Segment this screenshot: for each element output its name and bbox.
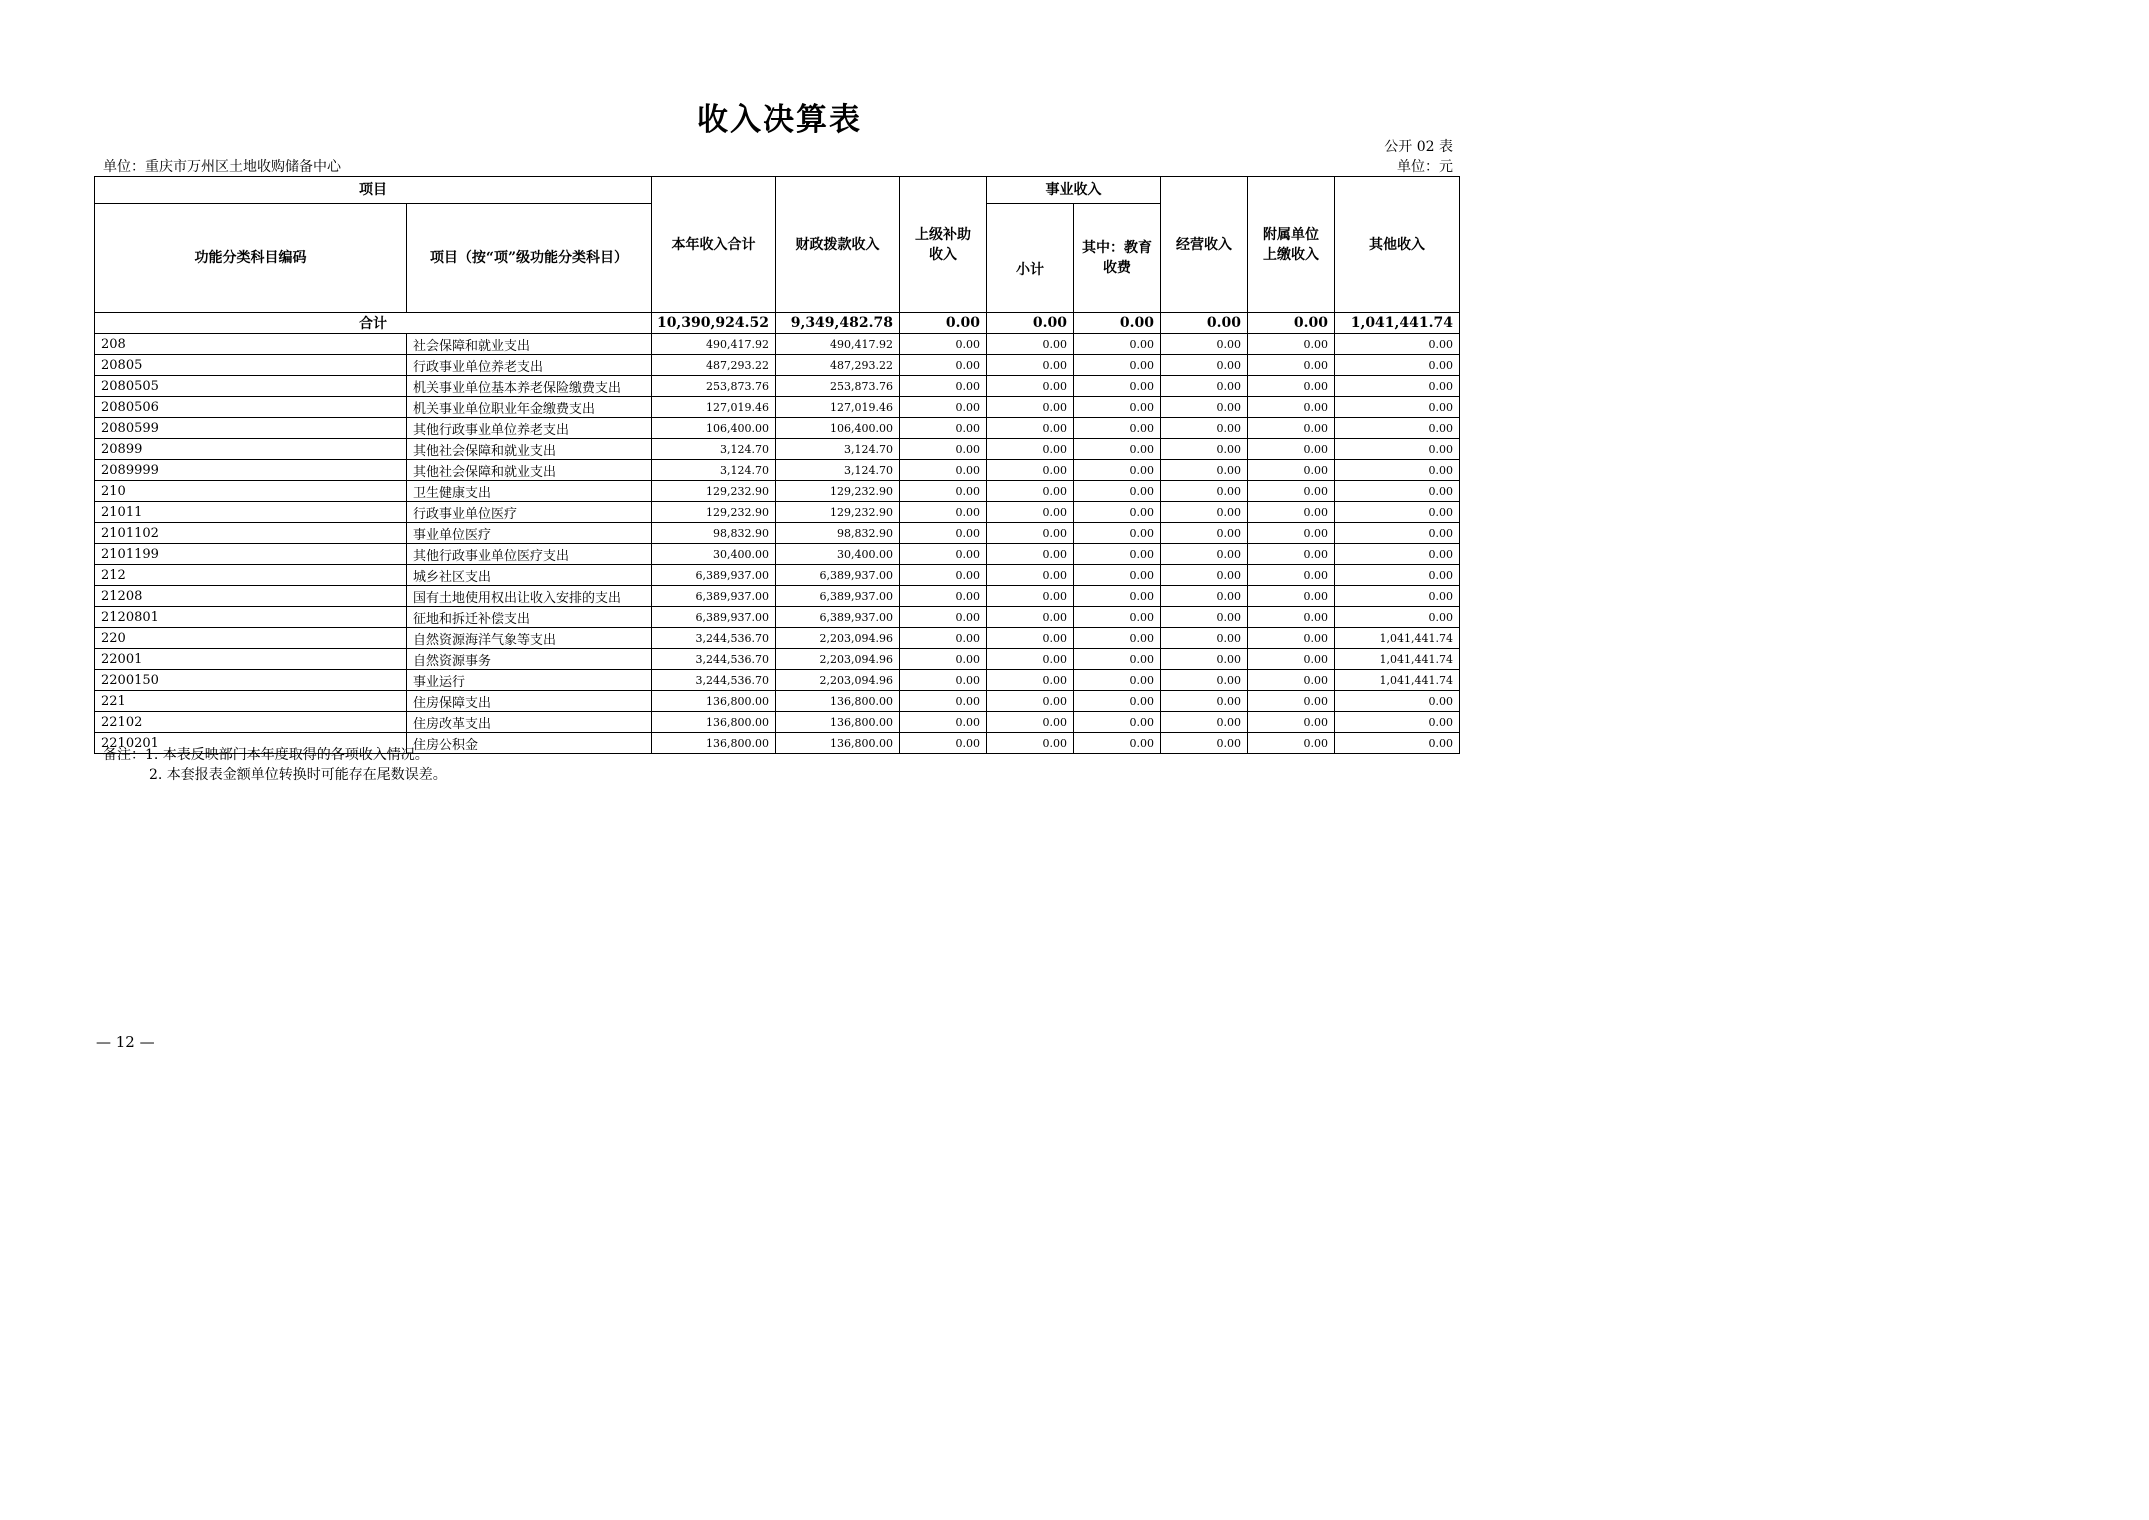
footnotes	[103, 745, 447, 785]
amount-cell: 0.00	[1248, 481, 1335, 502]
table-row	[95, 418, 1460, 439]
amount-cell: 0.00	[900, 481, 987, 502]
table-row	[95, 691, 1460, 712]
amount-cell: 0.00	[1074, 376, 1161, 397]
reporting-unit: 单位：重庆市万州区土地收购储备中心	[103, 159, 341, 175]
function-code-cell: 2080505	[95, 376, 407, 397]
header-business-income: 事业收入	[987, 177, 1161, 204]
amount-cell: 0.00	[1074, 355, 1161, 376]
amount-cell: 0.00	[900, 607, 987, 628]
amount-cell: 0.00	[900, 523, 987, 544]
amount-cell: 0.00	[1248, 376, 1335, 397]
item-name-cell: 社会保障和就业支出	[407, 334, 652, 355]
amount-cell: 490,417.92	[652, 334, 776, 355]
amount-cell: 98,832.90	[776, 523, 900, 544]
amount-cell: 0.00	[1248, 565, 1335, 586]
amount-cell: 0.00	[987, 586, 1074, 607]
table-row	[95, 649, 1460, 670]
amount-cell: 136,800.00	[776, 712, 900, 733]
item-name-cell: 其他行政事业单位养老支出	[407, 418, 652, 439]
function-code-cell: 221	[95, 691, 407, 712]
function-code-cell: 208	[95, 334, 407, 355]
amount-cell: 6,389,937.00	[652, 586, 776, 607]
amount-cell: 0.00	[900, 334, 987, 355]
amount-cell: 0.00	[1161, 334, 1248, 355]
amount-cell: 0.00	[1161, 607, 1248, 628]
amount-cell: 0.00	[1161, 628, 1248, 649]
income-final-accounts-table	[94, 176, 1460, 754]
amount-cell: 0.00	[987, 376, 1074, 397]
amount-cell: 0.00	[1074, 607, 1161, 628]
amount-cell: 253,873.76	[652, 376, 776, 397]
item-name-cell: 城乡社区支出	[407, 565, 652, 586]
amount-cell: 136,800.00	[652, 712, 776, 733]
amount-cell: 2,203,094.96	[776, 628, 900, 649]
item-name-cell: 其他行政事业单位医疗支出	[407, 544, 652, 565]
amount-cell: 0.00	[987, 355, 1074, 376]
header-fiscal-appropriation: 财政拨款收入	[776, 177, 900, 313]
amount-cell: 0.00	[1074, 502, 1161, 523]
table-row	[95, 460, 1460, 481]
amount-cell: 0.00	[1335, 586, 1460, 607]
amount-cell: 127,019.46	[776, 397, 900, 418]
amount-cell: 0.00	[1074, 670, 1161, 691]
amount-cell: 0.00	[1074, 397, 1161, 418]
amount-cell: 129,232.90	[776, 502, 900, 523]
table-row	[95, 523, 1460, 544]
function-code-cell: 22001	[95, 649, 407, 670]
amount-cell: 0.00	[1161, 586, 1248, 607]
table-row	[95, 607, 1460, 628]
function-code-cell: 2101199	[95, 544, 407, 565]
amount-cell: 0.00	[1248, 418, 1335, 439]
amount-cell: 0.00	[1161, 502, 1248, 523]
amount-cell: 0.00	[1074, 628, 1161, 649]
amount-cell: 136,800.00	[652, 733, 776, 754]
amount-cell: 136,800.00	[652, 691, 776, 712]
amount-cell: 0.00	[1161, 523, 1248, 544]
amount-cell: 0.00	[1161, 649, 1248, 670]
total-value: 0.00	[900, 313, 987, 334]
total-value: 0.00	[1248, 313, 1335, 334]
amount-cell: 0.00	[1074, 733, 1161, 754]
total-value: 9,349,482.78	[776, 313, 900, 334]
amount-cell: 0.00	[1248, 607, 1335, 628]
currency-unit: 单位：元	[1397, 159, 1453, 175]
amount-cell: 0.00	[987, 691, 1074, 712]
amount-cell: 0.00	[1335, 502, 1460, 523]
amount-cell: 0.00	[987, 439, 1074, 460]
header-function-code: 功能分类科目编码	[95, 204, 407, 313]
amount-cell: 0.00	[1248, 544, 1335, 565]
table-row	[95, 397, 1460, 418]
table-row	[95, 355, 1460, 376]
amount-cell: 0.00	[1161, 355, 1248, 376]
page-number: — 12 —	[96, 1033, 155, 1051]
function-code-cell: 220	[95, 628, 407, 649]
amount-cell: 0.00	[1248, 439, 1335, 460]
item-name-cell: 征地和拆迁补偿支出	[407, 607, 652, 628]
amount-cell: 0.00	[1335, 418, 1460, 439]
amount-cell: 2,203,094.96	[776, 670, 900, 691]
item-name-cell: 自然资源事务	[407, 649, 652, 670]
amount-cell: 6,389,937.00	[652, 607, 776, 628]
amount-cell: 0.00	[1335, 355, 1460, 376]
amount-cell: 1,041,441.74	[1335, 628, 1460, 649]
amount-cell: 0.00	[1161, 418, 1248, 439]
amount-cell: 0.00	[987, 397, 1074, 418]
amount-cell: 3,124.70	[776, 439, 900, 460]
amount-cell: 0.00	[900, 397, 987, 418]
amount-cell: 6,389,937.00	[776, 565, 900, 586]
amount-cell: 0.00	[1248, 355, 1335, 376]
amount-cell: 0.00	[987, 628, 1074, 649]
amount-cell: 0.00	[1074, 586, 1161, 607]
amount-cell: 0.00	[900, 376, 987, 397]
table-number: 公开 02 表	[1384, 139, 1453, 155]
amount-cell: 0.00	[1074, 481, 1161, 502]
function-code-cell: 21208	[95, 586, 407, 607]
table-row	[95, 628, 1460, 649]
amount-cell: 1,041,441.74	[1335, 649, 1460, 670]
item-name-cell: 事业单位医疗	[407, 523, 652, 544]
amount-cell: 0.00	[987, 565, 1074, 586]
total-value: 0.00	[1161, 313, 1248, 334]
header-other-income: 其他收入	[1335, 177, 1460, 313]
amount-cell: 0.00	[900, 439, 987, 460]
amount-cell: 487,293.22	[776, 355, 900, 376]
amount-cell: 0.00	[900, 670, 987, 691]
amount-cell: 136,800.00	[776, 733, 900, 754]
amount-cell: 0.00	[900, 460, 987, 481]
amount-cell: 0.00	[1074, 418, 1161, 439]
amount-cell: 0.00	[1335, 334, 1460, 355]
amount-cell: 0.00	[1161, 460, 1248, 481]
item-name-cell: 行政事业单位医疗	[407, 502, 652, 523]
amount-cell: 3,244,536.70	[652, 649, 776, 670]
item-name-cell: 机关事业单位基本养老保险缴费支出	[407, 376, 652, 397]
header-total-income: 本年收入合计	[652, 177, 776, 313]
amount-cell: 0.00	[1335, 376, 1460, 397]
amount-cell: 6,389,937.00	[776, 607, 900, 628]
header-superior-subsidy: 上级补助 收入	[900, 177, 987, 313]
amount-cell: 0.00	[987, 460, 1074, 481]
amount-cell: 0.00	[900, 544, 987, 565]
amount-cell: 0.00	[987, 544, 1074, 565]
amount-cell: 0.00	[1248, 502, 1335, 523]
function-code-cell: 2120801	[95, 607, 407, 628]
item-name-cell: 机关事业单位职业年金缴费支出	[407, 397, 652, 418]
amount-cell: 3,244,536.70	[652, 670, 776, 691]
table-row	[95, 376, 1460, 397]
amount-cell: 0.00	[1248, 691, 1335, 712]
amount-cell: 0.00	[1248, 712, 1335, 733]
amount-cell: 0.00	[1335, 607, 1460, 628]
page-title: 收入决算表	[697, 102, 862, 138]
amount-cell: 136,800.00	[776, 691, 900, 712]
table-row	[95, 544, 1460, 565]
item-name-cell: 卫生健康支出	[407, 481, 652, 502]
function-code-cell: 2089999	[95, 460, 407, 481]
amount-cell: 0.00	[1335, 712, 1460, 733]
amount-cell: 0.00	[1335, 523, 1460, 544]
amount-cell: 30,400.00	[652, 544, 776, 565]
function-code-cell: 2210201	[95, 733, 407, 754]
amount-cell: 129,232.90	[776, 481, 900, 502]
amount-cell: 0.00	[900, 418, 987, 439]
amount-cell: 106,400.00	[776, 418, 900, 439]
amount-cell: 490,417.92	[776, 334, 900, 355]
table-row	[95, 439, 1460, 460]
function-code-cell: 210	[95, 481, 407, 502]
function-code-cell: 20805	[95, 355, 407, 376]
amount-cell: 0.00	[1161, 397, 1248, 418]
amount-cell: 3,244,536.70	[652, 628, 776, 649]
item-name-cell: 国有土地使用权出让收入安排的支出	[407, 586, 652, 607]
table-row	[95, 502, 1460, 523]
amount-cell: 0.00	[1248, 670, 1335, 691]
item-name-cell: 事业运行	[407, 670, 652, 691]
amount-cell: 0.00	[1161, 565, 1248, 586]
amount-cell: 106,400.00	[652, 418, 776, 439]
amount-cell: 3,124.70	[652, 439, 776, 460]
amount-cell: 0.00	[1074, 649, 1161, 670]
amount-cell: 0.00	[1248, 586, 1335, 607]
amount-cell: 3,124.70	[652, 460, 776, 481]
amount-cell: 0.00	[1161, 670, 1248, 691]
header-subtotal: 小计	[987, 204, 1074, 313]
item-name-cell: 自然资源海洋气象等支出	[407, 628, 652, 649]
item-name-cell: 其他社会保障和就业支出	[407, 439, 652, 460]
amount-cell: 0.00	[987, 649, 1074, 670]
amount-cell: 0.00	[1335, 397, 1460, 418]
amount-cell: 0.00	[900, 712, 987, 733]
function-code-cell: 2101102	[95, 523, 407, 544]
amount-cell: 487,293.22	[652, 355, 776, 376]
total-row	[95, 313, 1460, 334]
amount-cell: 0.00	[987, 733, 1074, 754]
amount-cell: 0.00	[987, 502, 1074, 523]
amount-cell: 0.00	[900, 586, 987, 607]
amount-cell: 0.00	[900, 565, 987, 586]
amount-cell: 0.00	[900, 628, 987, 649]
item-name-cell: 行政事业单位养老支出	[407, 355, 652, 376]
amount-cell: 0.00	[1248, 628, 1335, 649]
amount-cell: 0.00	[1074, 565, 1161, 586]
amount-cell: 0.00	[1074, 691, 1161, 712]
function-code-cell: 20899	[95, 439, 407, 460]
amount-cell: 0.00	[900, 691, 987, 712]
amount-cell: 30,400.00	[776, 544, 900, 565]
amount-cell: 129,232.90	[652, 502, 776, 523]
amount-cell: 0.00	[1161, 439, 1248, 460]
amount-cell: 0.00	[987, 334, 1074, 355]
amount-cell: 0.00	[900, 649, 987, 670]
amount-cell: 0.00	[1161, 481, 1248, 502]
amount-cell: 0.00	[987, 481, 1074, 502]
amount-cell: 6,389,937.00	[652, 565, 776, 586]
amount-cell: 0.00	[1248, 649, 1335, 670]
amount-cell: 1,041,441.74	[1335, 670, 1460, 691]
item-name-cell: 其他社会保障和就业支出	[407, 460, 652, 481]
header-item-name: 项目（按“项”级功能分类科目）	[407, 204, 652, 313]
amount-cell: 0.00	[987, 670, 1074, 691]
amount-cell: 0.00	[1248, 733, 1335, 754]
amount-cell: 0.00	[1335, 565, 1460, 586]
item-name-cell: 住房改革支出	[407, 712, 652, 733]
amount-cell: 129,232.90	[652, 481, 776, 502]
amount-cell: 2,203,094.96	[776, 649, 900, 670]
table-row	[95, 670, 1460, 691]
amount-cell: 0.00	[987, 712, 1074, 733]
function-code-cell: 21011	[95, 502, 407, 523]
amount-cell: 0.00	[1161, 712, 1248, 733]
amount-cell: 0.00	[987, 523, 1074, 544]
amount-cell: 0.00	[900, 355, 987, 376]
amount-cell: 3,124.70	[776, 460, 900, 481]
function-code-cell: 22102	[95, 712, 407, 733]
amount-cell: 98,832.90	[652, 523, 776, 544]
table-row	[95, 712, 1460, 733]
amount-cell: 0.00	[1074, 712, 1161, 733]
amount-cell: 0.00	[1335, 460, 1460, 481]
total-value: 0.00	[987, 313, 1074, 334]
total-value: 0.00	[1074, 313, 1161, 334]
amount-cell: 0.00	[1074, 439, 1161, 460]
table-row	[95, 565, 1460, 586]
amount-cell: 0.00	[1248, 334, 1335, 355]
function-code-cell: 2080599	[95, 418, 407, 439]
amount-cell: 0.00	[1161, 691, 1248, 712]
function-code-cell: 2080506	[95, 397, 407, 418]
item-name-cell: 住房保障支出	[407, 691, 652, 712]
total-value: 1,041,441.74	[1335, 313, 1460, 334]
table-row	[95, 481, 1460, 502]
amount-cell: 0.00	[900, 733, 987, 754]
footnote-2: 2. 本套报表金额单位转换时可能存在尾数误差。	[149, 767, 447, 783]
amount-cell: 0.00	[1335, 544, 1460, 565]
header-affiliated-income: 附属单位 上缴收入	[1248, 177, 1335, 313]
header-project: 项目	[95, 177, 652, 204]
header-operating-income: 经营收入	[1161, 177, 1248, 313]
amount-cell: 0.00	[1248, 397, 1335, 418]
amount-cell: 0.00	[1074, 460, 1161, 481]
footnote-1: 备注：1. 本表反映部门本年度取得的各项收入情况。	[103, 747, 429, 763]
function-code-cell: 212	[95, 565, 407, 586]
function-code-cell: 2200150	[95, 670, 407, 691]
item-name-cell: 住房公积金	[407, 733, 652, 754]
amount-cell: 0.00	[1335, 691, 1460, 712]
amount-cell: 0.00	[1335, 439, 1460, 460]
amount-cell: 0.00	[1074, 523, 1161, 544]
amount-cell: 0.00	[1161, 544, 1248, 565]
total-label: 合计	[95, 313, 652, 334]
total-value: 10,390,924.52	[652, 313, 776, 334]
amount-cell: 0.00	[987, 607, 1074, 628]
amount-cell: 0.00	[900, 502, 987, 523]
amount-cell: 253,873.76	[776, 376, 900, 397]
table-row	[95, 586, 1460, 607]
amount-cell: 0.00	[1335, 733, 1460, 754]
amount-cell: 0.00	[1161, 733, 1248, 754]
header-education-fees: 其中：教育 收费	[1074, 204, 1161, 313]
table-row	[95, 334, 1460, 355]
amount-cell: 0.00	[1161, 376, 1248, 397]
amount-cell: 0.00	[1248, 523, 1335, 544]
amount-cell: 0.00	[1248, 460, 1335, 481]
amount-cell: 6,389,937.00	[776, 586, 900, 607]
amount-cell: 0.00	[1335, 481, 1460, 502]
amount-cell: 0.00	[987, 418, 1074, 439]
amount-cell: 127,019.46	[652, 397, 776, 418]
amount-cell: 0.00	[1074, 334, 1161, 355]
amount-cell: 0.00	[1074, 544, 1161, 565]
